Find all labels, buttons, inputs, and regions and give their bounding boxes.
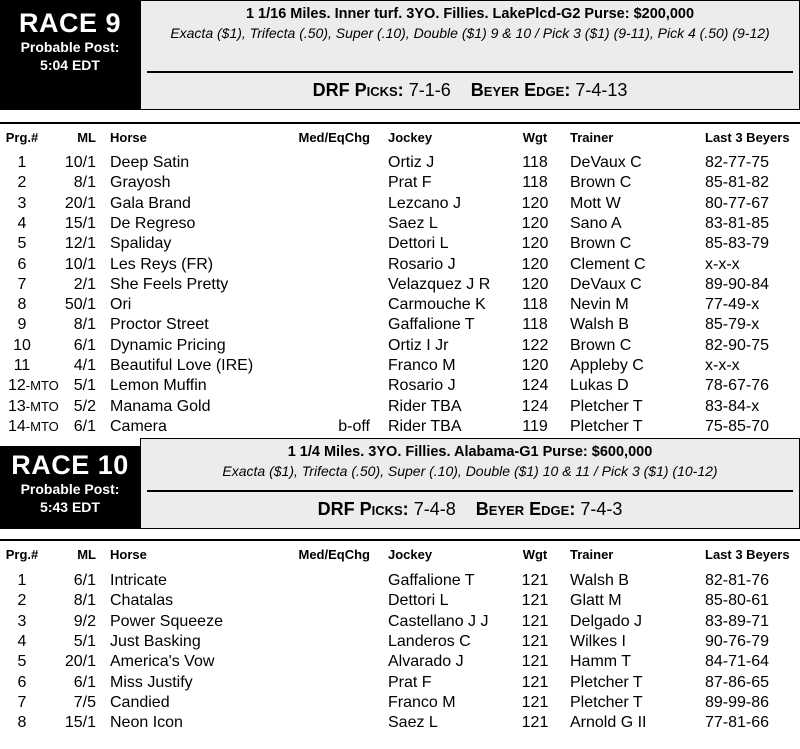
mto-tag: -MTO bbox=[25, 398, 59, 414]
post-time: 5:04 EDT bbox=[40, 57, 100, 73]
last-3-beyers: 83-89-71 bbox=[705, 612, 770, 630]
col-jockey: Jockey bbox=[388, 130, 433, 145]
race-10-header bbox=[0, 438, 800, 529]
morning-line: 8/1 bbox=[73, 174, 96, 192]
col-trainer: Trainer bbox=[570, 130, 614, 145]
beyer-edge-label: Beyer Edge: bbox=[470, 80, 571, 100]
trainer-name: Delgado J bbox=[570, 612, 643, 630]
horse-name: Beautiful Love (IRE) bbox=[110, 357, 254, 374]
program-number: 3 bbox=[17, 612, 27, 630]
trainer-name: Pletcher T bbox=[570, 693, 643, 711]
column-header bbox=[0, 122, 800, 146]
weight: 121 bbox=[521, 612, 549, 630]
race-9-info bbox=[140, 0, 800, 110]
jockey-name: Saez L bbox=[388, 214, 438, 232]
horse-name: Camera bbox=[110, 417, 167, 435]
table-row bbox=[0, 397, 800, 417]
weight: 120 bbox=[521, 194, 549, 212]
morning-line: 6/1 bbox=[73, 572, 96, 589]
morning-line: 6/1 bbox=[73, 336, 96, 354]
jockey-name: Franco M bbox=[388, 357, 456, 374]
horse-name: Spaliday bbox=[110, 235, 172, 253]
program-number: 2 bbox=[17, 592, 27, 610]
divider bbox=[147, 71, 793, 73]
last-3-beyers: 83-84-x bbox=[705, 397, 760, 415]
horse-name: Deep Satin bbox=[110, 154, 190, 171]
horse-name: She Feels Pretty bbox=[110, 275, 229, 293]
program-number: 2 bbox=[17, 174, 27, 192]
program-number: 11 bbox=[13, 357, 31, 374]
program-number: 8 bbox=[17, 296, 27, 314]
col-horse: Horse bbox=[110, 130, 147, 145]
weight: 121 bbox=[521, 653, 549, 671]
jockey-name: Dettori L bbox=[388, 235, 449, 253]
race-10-info bbox=[140, 438, 800, 529]
mto-tag: -MTO bbox=[25, 378, 59, 394]
drf-picks-label: DRF Picks: bbox=[317, 499, 409, 519]
jockey-name: Ortiz I Jr bbox=[388, 336, 449, 354]
jockey-name: Gaffalione T bbox=[388, 572, 475, 589]
drf-picks-label: DRF Picks: bbox=[312, 80, 404, 100]
last-3-beyers: 82-90-75 bbox=[705, 336, 770, 354]
col-ml: ML bbox=[77, 547, 96, 562]
last-3-beyers: 77-49-x bbox=[705, 296, 760, 314]
weight: 124 bbox=[521, 377, 549, 395]
last-3-beyers: 75-85-70 bbox=[705, 417, 770, 435]
program-number: 1 bbox=[17, 572, 27, 589]
last-3-beyers: 82-77-75 bbox=[705, 154, 770, 171]
col-prg: Prg.# bbox=[5, 547, 39, 562]
morning-line: 5/1 bbox=[73, 632, 96, 650]
race-wagers: Exacta ($1), Trifecta (.50), Super (.10), Double ($1) 9 & 10 / Pick 3 ($1) (9-11), Pick 4 (.50) (9-12) bbox=[170, 25, 770, 41]
table-row bbox=[0, 153, 800, 173]
weight: 121 bbox=[521, 592, 549, 610]
weight: 121 bbox=[521, 693, 549, 711]
table-row bbox=[0, 713, 800, 733]
last-3-beyers: 85-83-79 bbox=[705, 235, 770, 253]
morning-line: 12/1 bbox=[64, 235, 96, 253]
program-number: 7 bbox=[17, 693, 27, 711]
table-row bbox=[0, 356, 800, 376]
mto-tag: -MTO bbox=[25, 418, 59, 434]
morning-line: 9/2 bbox=[73, 612, 96, 630]
trainer-name: Walsh B bbox=[570, 316, 629, 334]
drf-picks-value: 7-4-8 bbox=[413, 499, 456, 519]
morning-line: 4/1 bbox=[73, 357, 96, 374]
col-beyers: Last 3 Beyers bbox=[705, 130, 790, 145]
trainer-name: Sano A bbox=[570, 214, 622, 232]
jockey-name: Rider TBA bbox=[388, 417, 462, 435]
program-number-value: 13 bbox=[8, 397, 26, 415]
trainer-name: Brown C bbox=[570, 336, 632, 354]
morning-line: 20/1 bbox=[64, 653, 96, 671]
trainer-name: Brown C bbox=[570, 235, 632, 253]
beyer-edge-value: 7-4-3 bbox=[580, 499, 623, 519]
table-row bbox=[0, 673, 800, 693]
col-med: Med/EqChg bbox=[298, 547, 370, 562]
program-number: 6 bbox=[17, 255, 27, 273]
horse-name: Power Squeeze bbox=[110, 612, 223, 630]
trainer-name: Pletcher T bbox=[570, 417, 643, 435]
race-9-header bbox=[0, 0, 800, 110]
horse-name: Intricate bbox=[110, 572, 167, 589]
weight: 118 bbox=[522, 154, 548, 171]
table-row bbox=[0, 234, 800, 254]
last-3-beyers: 85-81-82 bbox=[705, 174, 770, 192]
trainer-name: Mott W bbox=[570, 194, 621, 212]
horse-name: Dynamic Pricing bbox=[110, 336, 226, 354]
col-med: Med/EqChg bbox=[298, 130, 370, 145]
horse-name: Just Basking bbox=[110, 632, 201, 650]
morning-line: 6/1 bbox=[73, 417, 96, 435]
race-10-title-box bbox=[0, 446, 140, 529]
weight: 120 bbox=[521, 357, 549, 374]
jockey-name: Velazquez J R bbox=[388, 275, 491, 293]
program-number: 6 bbox=[17, 673, 27, 691]
col-wgt: Wgt bbox=[522, 130, 548, 145]
trainer-name: DeVaux C bbox=[570, 154, 642, 171]
weight: 121 bbox=[521, 673, 549, 691]
table-row bbox=[0, 571, 800, 591]
last-3-beyers: 85-80-61 bbox=[705, 592, 770, 610]
table-row bbox=[0, 632, 800, 652]
weight: 124 bbox=[521, 397, 549, 415]
trainer-name: Clement C bbox=[570, 255, 646, 273]
post-time: 5:43 EDT bbox=[40, 499, 100, 515]
horse-name: America's Vow bbox=[110, 653, 215, 671]
weight: 121 bbox=[521, 632, 549, 650]
probable-post-label: Probable Post: bbox=[20, 481, 120, 497]
weight: 119 bbox=[522, 417, 548, 435]
picks-line bbox=[141, 80, 799, 101]
trainer-name: Pletcher T bbox=[570, 397, 643, 415]
horse-name: Chatalas bbox=[110, 592, 174, 610]
morning-line: 2/1 bbox=[73, 275, 96, 293]
weight: 120 bbox=[521, 275, 549, 293]
program-number: 5 bbox=[17, 235, 27, 253]
morning-line: 10/1 bbox=[64, 255, 96, 273]
table-row bbox=[0, 194, 800, 214]
program-number: 4 bbox=[17, 632, 27, 650]
table-row bbox=[0, 336, 800, 356]
last-3-beyers: 87-86-65 bbox=[705, 673, 770, 691]
morning-line: 5/1 bbox=[73, 377, 96, 395]
last-3-beyers: 90-76-79 bbox=[705, 632, 770, 650]
weight: 118 bbox=[522, 174, 548, 192]
weight: 120 bbox=[521, 214, 549, 232]
jockey-name: Prat F bbox=[388, 174, 432, 192]
col-beyers: Last 3 Beyers bbox=[705, 547, 790, 562]
race-wagers: Exacta ($1), Trifecta (.50), Super (.10), Double ($1) 10 & 11 / Pick 3 ($1) (10-12) bbox=[222, 463, 718, 479]
jockey-name: Gaffalione T bbox=[388, 316, 475, 334]
last-3-beyers: 85-79-x bbox=[705, 316, 760, 334]
horse-name: Manama Gold bbox=[110, 397, 211, 415]
table-row bbox=[0, 275, 800, 295]
jockey-name: Landeros C bbox=[388, 632, 471, 650]
program-number: 7 bbox=[17, 275, 27, 293]
morning-line: 6/1 bbox=[73, 673, 96, 691]
program-number-value: 14 bbox=[8, 417, 26, 435]
weight: 121 bbox=[521, 572, 549, 589]
last-3-beyers: 80-77-67 bbox=[705, 194, 770, 212]
program-number: 4 bbox=[17, 214, 27, 232]
weight: 120 bbox=[521, 235, 549, 253]
col-jockey: Jockey bbox=[388, 547, 433, 562]
program-number: 5 bbox=[17, 653, 27, 671]
jockey-name: Franco M bbox=[388, 693, 456, 711]
trainer-name: Arnold G II bbox=[570, 714, 647, 732]
divider bbox=[147, 490, 793, 492]
horse-name: Les Reys (FR) bbox=[110, 255, 214, 273]
program-number bbox=[8, 418, 70, 436]
jockey-name: Rider TBA bbox=[388, 397, 462, 415]
med-eqchg: b-off bbox=[338, 417, 370, 435]
horse-name: Ori bbox=[110, 296, 132, 314]
trainer-name: Brown C bbox=[570, 174, 632, 192]
table-row bbox=[0, 315, 800, 335]
picks-line bbox=[141, 499, 799, 520]
race-conditions: 1 1/16 Miles. Inner turf. 3YO. Fillies. LakePlcd-G2 Purse: $200,000 bbox=[245, 6, 695, 22]
race-9-title-box bbox=[0, 0, 140, 110]
col-trainer: Trainer bbox=[570, 547, 614, 562]
weight: 118 bbox=[522, 316, 548, 334]
morning-line: 50/1 bbox=[64, 296, 96, 314]
trainer-name: Pletcher T bbox=[570, 673, 643, 691]
last-3-beyers: x-x-x bbox=[705, 357, 740, 374]
program-number-value: 12 bbox=[8, 377, 26, 395]
race-10-block bbox=[0, 438, 800, 749]
probable-post-label: Probable Post: bbox=[20, 39, 120, 55]
morning-line: 8/1 bbox=[73, 592, 96, 610]
column-header bbox=[0, 539, 800, 563]
horse-name: Neon Icon bbox=[110, 714, 183, 732]
trainer-name: Walsh B bbox=[570, 572, 629, 589]
program-number: 10 bbox=[13, 336, 31, 354]
race-name: RACE 10 bbox=[11, 450, 129, 480]
beyer-edge-label: Beyer Edge: bbox=[475, 499, 576, 519]
trainer-name: Lukas D bbox=[570, 377, 629, 395]
col-ml: ML bbox=[77, 130, 96, 145]
morning-line: 15/1 bbox=[64, 714, 96, 732]
jockey-name: Ortiz J bbox=[388, 154, 435, 171]
last-3-beyers: 89-99-86 bbox=[705, 693, 770, 711]
program-number: 9 bbox=[17, 316, 27, 334]
table-row bbox=[0, 693, 800, 713]
horse-name: Miss Justify bbox=[110, 673, 193, 691]
program-number: 1 bbox=[17, 154, 27, 171]
table-row bbox=[0, 417, 800, 437]
weight: 120 bbox=[521, 255, 549, 273]
table-row bbox=[0, 295, 800, 315]
last-3-beyers: 83-81-85 bbox=[705, 214, 770, 232]
morning-line: 20/1 bbox=[64, 194, 96, 212]
drf-picks-value: 7-1-6 bbox=[408, 80, 451, 100]
jockey-name: Rosario J bbox=[388, 255, 456, 273]
horse-name: Lemon Muffin bbox=[110, 377, 207, 395]
morning-line: 10/1 bbox=[64, 154, 96, 171]
trainer-name: Hamm T bbox=[570, 653, 632, 671]
jockey-name: Dettori L bbox=[388, 592, 449, 610]
last-3-beyers: 78-67-76 bbox=[705, 377, 770, 395]
jockey-name: Alvarado J bbox=[388, 653, 464, 671]
table-row bbox=[0, 652, 800, 672]
horse-name: Proctor Street bbox=[110, 316, 209, 334]
jockey-name: Saez L bbox=[388, 714, 438, 732]
horse-name: De Regreso bbox=[110, 214, 196, 232]
jockey-name: Castellano J J bbox=[388, 612, 489, 630]
last-3-beyers: x-x-x bbox=[705, 255, 740, 273]
horse-name: Grayosh bbox=[110, 174, 171, 192]
table-row bbox=[0, 173, 800, 193]
last-3-beyers: 89-90-84 bbox=[705, 275, 770, 293]
last-3-beyers: 77-81-66 bbox=[705, 714, 770, 732]
morning-line: 8/1 bbox=[73, 316, 96, 334]
jockey-name: Prat F bbox=[388, 673, 432, 691]
program-number: 3 bbox=[17, 194, 27, 212]
morning-line: 5/2 bbox=[73, 397, 96, 415]
horse-name: Gala Brand bbox=[110, 194, 191, 212]
trainer-name: Wilkes I bbox=[570, 632, 626, 650]
weight: 122 bbox=[521, 336, 549, 354]
jockey-name: Rosario J bbox=[388, 377, 456, 395]
table-row bbox=[0, 376, 800, 396]
table-row bbox=[0, 255, 800, 275]
col-horse: Horse bbox=[110, 547, 147, 562]
race-conditions: 1 1/4 Miles. 3YO. Fillies. Alabama-G1 Purse: $600,000 bbox=[287, 444, 653, 460]
table-row bbox=[0, 591, 800, 611]
last-3-beyers: 82-81-76 bbox=[705, 572, 770, 589]
trainer-name: Glatt M bbox=[570, 592, 622, 610]
jockey-name: Lezcano J bbox=[388, 194, 461, 212]
col-wgt: Wgt bbox=[522, 547, 548, 562]
col-prg: Prg.# bbox=[5, 130, 39, 145]
beyer-edge-value: 7-4-13 bbox=[575, 80, 628, 100]
program-number: 8 bbox=[17, 714, 27, 732]
jockey-name: Carmouche K bbox=[388, 296, 486, 314]
table-row bbox=[0, 612, 800, 632]
weight: 121 bbox=[521, 714, 549, 732]
last-3-beyers: 84-71-64 bbox=[705, 653, 770, 671]
horse-name: Candied bbox=[110, 693, 170, 711]
trainer-name: Nevin M bbox=[570, 296, 629, 314]
morning-line: 7/5 bbox=[73, 693, 96, 711]
program-number bbox=[8, 377, 70, 395]
morning-line: 15/1 bbox=[64, 214, 96, 232]
trainer-name: DeVaux C bbox=[570, 275, 642, 293]
table-row bbox=[0, 214, 800, 234]
trainer-name: Appleby C bbox=[570, 357, 644, 374]
program-number bbox=[8, 398, 70, 416]
weight: 118 bbox=[522, 296, 548, 314]
race-name: RACE 9 bbox=[18, 8, 122, 38]
